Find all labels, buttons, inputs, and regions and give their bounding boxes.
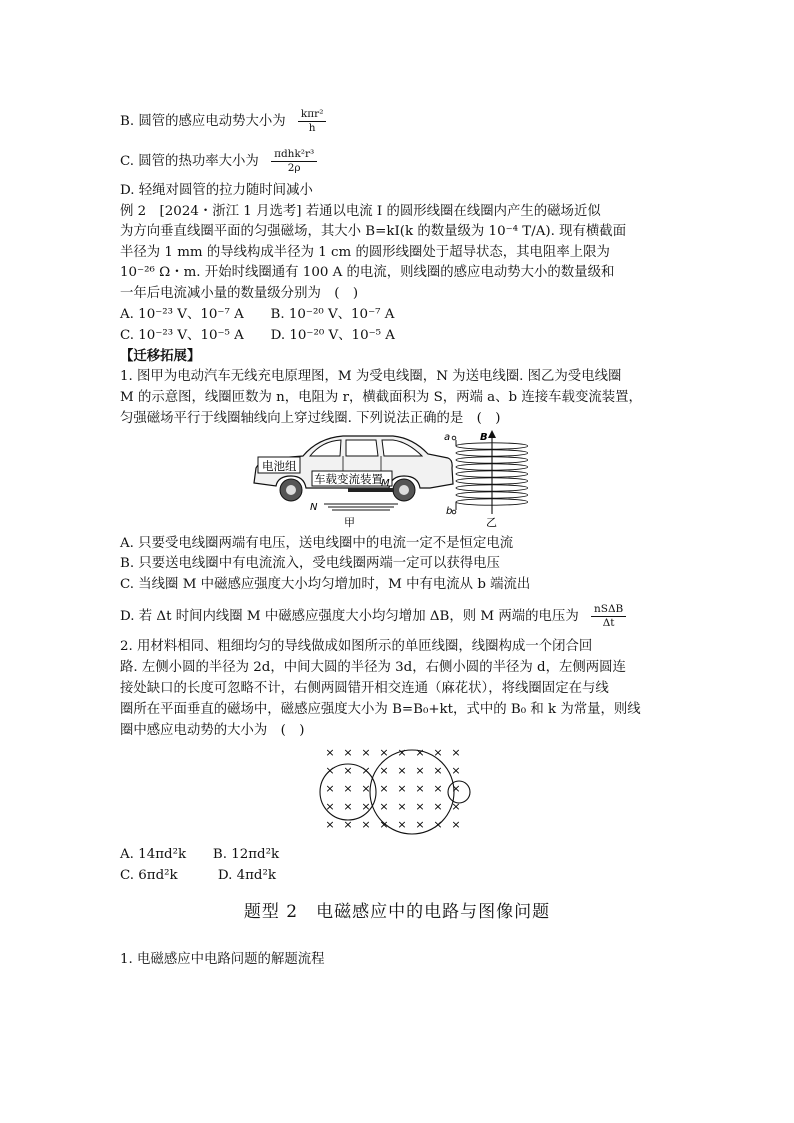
field-cross-mark: × <box>397 746 407 759</box>
field-cross-mark: × <box>325 746 335 759</box>
field-cross-mark: × <box>433 782 443 795</box>
option-b-text: B. 圆管的感应电动势大小为 <box>120 114 286 129</box>
figure-wireless-charging <box>248 428 528 532</box>
option-c-text: C. 圆管的热功率大小为 <box>120 154 259 169</box>
fraction-denominator: Δt <box>602 617 615 629</box>
subsection-heading: 1. 电磁感应中电路问题的解题流程 <box>120 952 325 967</box>
q1-option-d-text: D. 若 Δt 时间内线圈 M 中磁感应强度大小均匀增加 ΔB，则 M 两端的电压为 <box>120 609 579 624</box>
field-cross-mark: × <box>379 800 389 813</box>
option-b-fraction <box>298 108 327 135</box>
q2-line3: 接处缺口的长度可忽略不计，右侧两圆错开相交连通（麻花状），将线圈固定在与线 <box>120 681 609 696</box>
field-cross-mark: × <box>397 764 407 777</box>
field-cross-mark: × <box>361 800 371 813</box>
field-cross-mark: × <box>415 800 425 813</box>
field-cross-mark: × <box>433 818 443 831</box>
example2-line5: 一年后电流减小量的数量级分别为 ( ) <box>120 286 359 301</box>
field-cross-mark: × <box>415 746 425 759</box>
converter-label: 车载变流装置 <box>314 472 383 486</box>
q2-line5: 圈中感应电动势的大小为 ( ) <box>120 723 305 738</box>
q1-line3: 匀强磁场平行于线圈轴线向上穿过线圈. 下列说法正确的是 ( ) <box>120 411 501 426</box>
label-field-b: B <box>480 432 488 443</box>
q1-option-a: A. 只要受电线圈两端有电压，送电线圈中的电流一定不是恒定电流 <box>120 536 514 551</box>
field-cross-mark: × <box>379 782 389 795</box>
label-m: M <box>381 478 390 489</box>
field-cross-mark: × <box>379 746 389 759</box>
field-cross-mark: × <box>433 764 443 777</box>
example2-line3: 半径为 1 mm 的导线构成半径为 1 cm 的圆形线圈处于超导状态，其电阻率上限为 <box>120 245 610 260</box>
field-cross-mark: × <box>451 746 461 759</box>
option-c-line <box>120 148 317 175</box>
fraction-numerator: kπr² <box>298 108 327 122</box>
example2-options-cd: C. 10⁻²³ V、10⁻⁵ A D. 10⁻²⁰ V、10⁻⁵ A <box>120 328 395 343</box>
field-cross-mark: × <box>361 818 371 831</box>
field-cross-mark: × <box>451 800 461 813</box>
example2-line4: 10⁻²⁶ Ω・m. 开始时线圈通有 100 A 的电流，则线圈的感应电动势大小的数量级和 <box>120 265 615 280</box>
field-cross-mark: × <box>325 782 335 795</box>
option-c-fraction <box>271 148 317 175</box>
field-cross-mark: × <box>415 764 425 777</box>
field-cross-mark: × <box>397 782 407 795</box>
field-cross-mark: × <box>451 818 461 831</box>
option-d-line: D. 轻绳对圆管的拉力随时间减小 <box>120 183 313 198</box>
example2-line1: 例 2 [2024・浙江 1 月选考] 若通以电流 I 的圆形线圈在线圈内产生的磁场近似 <box>120 204 601 219</box>
field-cross-mark: × <box>451 764 461 777</box>
q2-line4: 圈所在平面垂直的磁场中，磁感应强度大小为 B=B₀+kt，式中的 B₀ 和 k 为常量，则线 <box>120 702 641 717</box>
field-cross-mark: × <box>397 818 407 831</box>
q1-line2: M 的示意图，线圈匝数为 n，电阻为 r，横截面积为 S，两端 a、b 连接车载变流装置， <box>120 390 642 405</box>
field-cross-mark: × <box>343 782 353 795</box>
example2-options-ab: A. 10⁻²³ V、10⁻⁷ A B. 10⁻²⁰ V、10⁻⁷ A <box>120 307 395 322</box>
example2-line2: 为方向垂直线圈平面的匀强磁场，其大小 B=kI(k 的数量级为 10⁻⁴ T/A). 现有横截面 <box>120 224 627 239</box>
label-a: a <box>444 432 451 443</box>
field-cross-mark: × <box>415 818 425 831</box>
fraction-denominator: 2ρ <box>287 162 301 174</box>
q1-option-d <box>120 603 626 630</box>
field-cross-mark: × <box>343 818 353 831</box>
field-cross-mark: × <box>343 800 353 813</box>
field-cross-mark: × <box>397 800 407 813</box>
field-cross-mark: × <box>415 782 425 795</box>
field-cross-mark: × <box>361 782 371 795</box>
fraction-numerator: nSΔB <box>591 603 626 617</box>
field-cross-mark: × <box>325 818 335 831</box>
figure-single-turn-coil <box>318 742 478 838</box>
field-cross-mark: × <box>361 764 371 777</box>
q1-option-b: B. 只要送电线圈中有电流流入，受电线圈两端一定可以获得电压 <box>120 556 500 571</box>
field-cross-mark: × <box>433 746 443 759</box>
field-cross-mark: × <box>361 746 371 759</box>
field-cross-mark: × <box>433 800 443 813</box>
field-cross-mark: × <box>325 764 335 777</box>
q2-options-cd: C. 6πd²k D. 4πd²k <box>120 868 276 883</box>
section-heading: 【迁移拓展】 <box>120 348 201 364</box>
field-cross-mark: × <box>379 818 389 831</box>
fraction-denominator: h <box>308 122 316 134</box>
fraction-numerator: πdhk²r³ <box>271 148 317 162</box>
caption-right: 乙 <box>486 516 497 529</box>
car-window-middle <box>346 440 378 456</box>
field-cross-mark: × <box>325 800 335 813</box>
q2-line1: 2. 用材料相同、粗细均匀的导线做成如图所示的单匝线圈，线圈构成一个闭合回 <box>120 639 593 654</box>
q1-option-c: C. 当线圈 M 中磁感应强度大小均匀增加时，M 中有电流从 b 端流出 <box>120 577 531 592</box>
q2-line2: 路. 左侧小圆的半径为 2d，中间大圆的半径为 3d，右侧小圆的半径为 d，左侧两圆连 <box>120 660 626 675</box>
q1-line1: 1. 图甲为电动汽车无线充电原理图，M 为受电线圈，N 为送电线圈. 图乙为受电线圈 <box>120 369 622 384</box>
coil-diagram <box>452 436 528 514</box>
caption-left: 甲 <box>344 516 355 529</box>
section-title: 题型 2 电磁感应中的电路与图像问题 <box>243 902 551 922</box>
field-cross-mark: × <box>379 764 389 777</box>
battery-label: 电池组 <box>262 459 297 473</box>
field-cross-mark: × <box>451 782 461 795</box>
field-cross-mark: × <box>343 764 353 777</box>
q2-options-ab: A. 14πd²k B. 12πd²k <box>120 847 280 862</box>
field-cross-mark: × <box>343 746 353 759</box>
option-b-line <box>120 108 326 135</box>
label-n: N <box>310 502 318 513</box>
q1-option-d-fraction <box>591 603 626 630</box>
label-b: b <box>446 506 453 517</box>
